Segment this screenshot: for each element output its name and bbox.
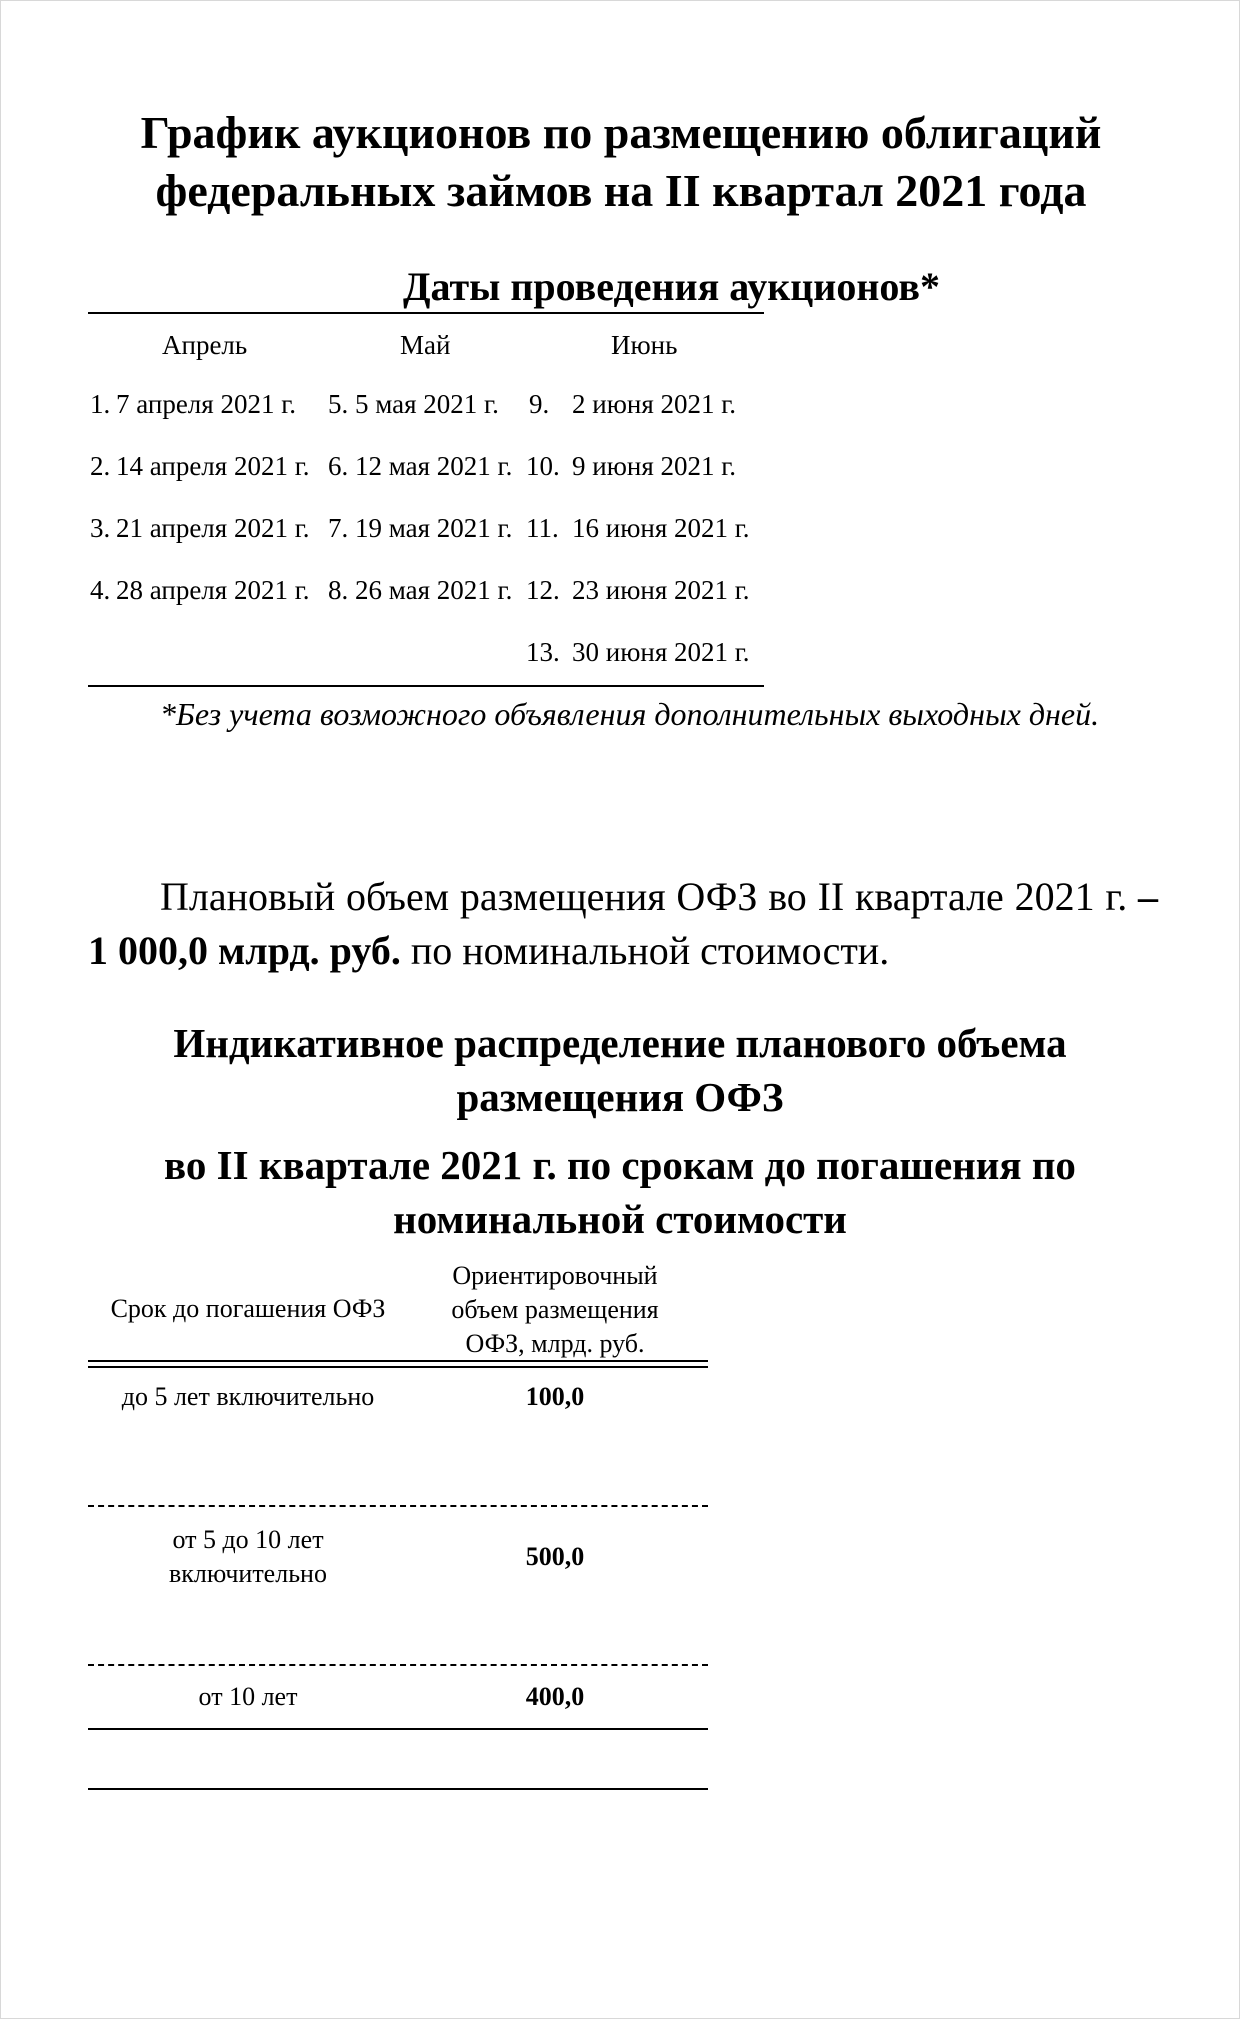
table-header-term: Срок до погашения ОФЗ (110, 1294, 386, 1323)
table-cell-term-line: от 10 лет (198, 1682, 298, 1711)
table-cell-term-line: до 5 лет включительно (121, 1382, 375, 1411)
table-header-volume-line: ОФЗ, млрд. руб. (465, 1329, 645, 1358)
planned-volume-amount: – 1 000,0 млрд. руб. (88, 874, 1158, 973)
schedule-row (88, 637, 768, 673)
auction-date: 9 июня 2021 г. (572, 451, 737, 481)
auction-number: 12. (526, 575, 560, 605)
table-header-volume-line: Ориентировочный (452, 1261, 658, 1290)
table-cell-volume: 500,0 (525, 1542, 585, 1571)
table-row-separator (88, 1664, 708, 1666)
table-cell-term (88, 1680, 408, 1714)
month-header-june: Июнь (611, 330, 678, 360)
table-cell-term (88, 1380, 408, 1414)
auction-number: 13. (526, 637, 560, 667)
month-header-may: Май (400, 330, 451, 360)
schedule-footnote: *Без учета возможного объявления дополнительных выходных дней. (160, 696, 1100, 732)
auction-number: 2. (90, 451, 111, 481)
schedule-bottom-rule (88, 685, 764, 687)
auction-date: 16 июня 2021 г. (572, 513, 750, 543)
planned-volume-paragraph (88, 870, 1158, 978)
table-cell-term-line: от 5 до 10 лет (172, 1525, 324, 1554)
auction-number: 1. (90, 389, 111, 419)
auction-number: 4. (90, 575, 111, 605)
distribution-heading-line-4: номинальной стоимости (393, 1196, 847, 1242)
auction-date: 14 апреля 2021 г. (116, 451, 310, 481)
distribution-heading-line-3: во II квартале 2021 г. по срокам до погашения по (164, 1142, 1076, 1188)
table-cell-volume: 400,0 (525, 1682, 585, 1711)
table-header-volume-line: объем размещения (451, 1295, 659, 1324)
distribution-heading-line-2: размещения ОФЗ (456, 1074, 784, 1120)
auction-date: 30 июня 2021 г. (572, 637, 750, 667)
auction-date: 5 мая 2021 г. (355, 389, 499, 419)
table-header-rule-1 (88, 1360, 708, 1362)
planned-volume-text: Плановый объем размещения ОФЗ во II квартале 2021 г. (160, 874, 1138, 919)
schedule-top-rule (88, 312, 764, 314)
planned-volume-text-end: по номинальной стоимости. (400, 928, 890, 973)
document-title-line-1: График аукционов по размещению облигаций (140, 107, 1102, 158)
auction-date: 7 апреля 2021 г. (116, 389, 296, 419)
auction-date: 26 мая 2021 г. (355, 575, 513, 605)
auction-number: 11. (526, 513, 559, 543)
auction-date: 19 мая 2021 г. (355, 513, 513, 543)
table-cell-term (88, 1523, 408, 1591)
table-header-volume (425, 1259, 685, 1361)
schedule-row (88, 513, 768, 549)
auction-date: 28 апреля 2021 г. (116, 575, 310, 605)
table-row-separator (88, 1505, 708, 1507)
auction-date: 21 апреля 2021 г. (116, 513, 310, 543)
table-cell-volume: 100,0 (525, 1382, 585, 1411)
schedule-row (88, 451, 768, 487)
table-footer-rule (88, 1788, 708, 1790)
auction-number: 3. (90, 513, 111, 543)
auction-date: 12 мая 2021 г. (355, 451, 513, 481)
distribution-heading (120, 1016, 1120, 1246)
auction-number: 9. (529, 389, 550, 419)
document-title (60, 104, 1182, 220)
table-header-rule-2 (88, 1366, 708, 1368)
auction-date: 23 июня 2021 г. (572, 575, 750, 605)
auction-number: 7. (328, 513, 349, 543)
distribution-heading-line-1: Индикативное распределение планового объема (173, 1020, 1067, 1066)
month-header-april: Апрель (162, 330, 248, 360)
auction-date: 2 июня 2021 г. (572, 389, 737, 419)
schedule-heading: Даты проведения аукционов* (403, 264, 940, 309)
table-cell-term-line: включительно (169, 1559, 327, 1588)
schedule-row (88, 575, 768, 611)
schedule-row (88, 389, 768, 425)
auction-number: 5. (328, 389, 349, 419)
document-title-line-2: федеральных займов на II квартал 2021 года (155, 165, 1087, 216)
auction-number: 6. (328, 451, 349, 481)
table-bottom-rule (88, 1728, 708, 1730)
auction-number: 8. (328, 575, 349, 605)
auction-number: 10. (526, 451, 560, 481)
